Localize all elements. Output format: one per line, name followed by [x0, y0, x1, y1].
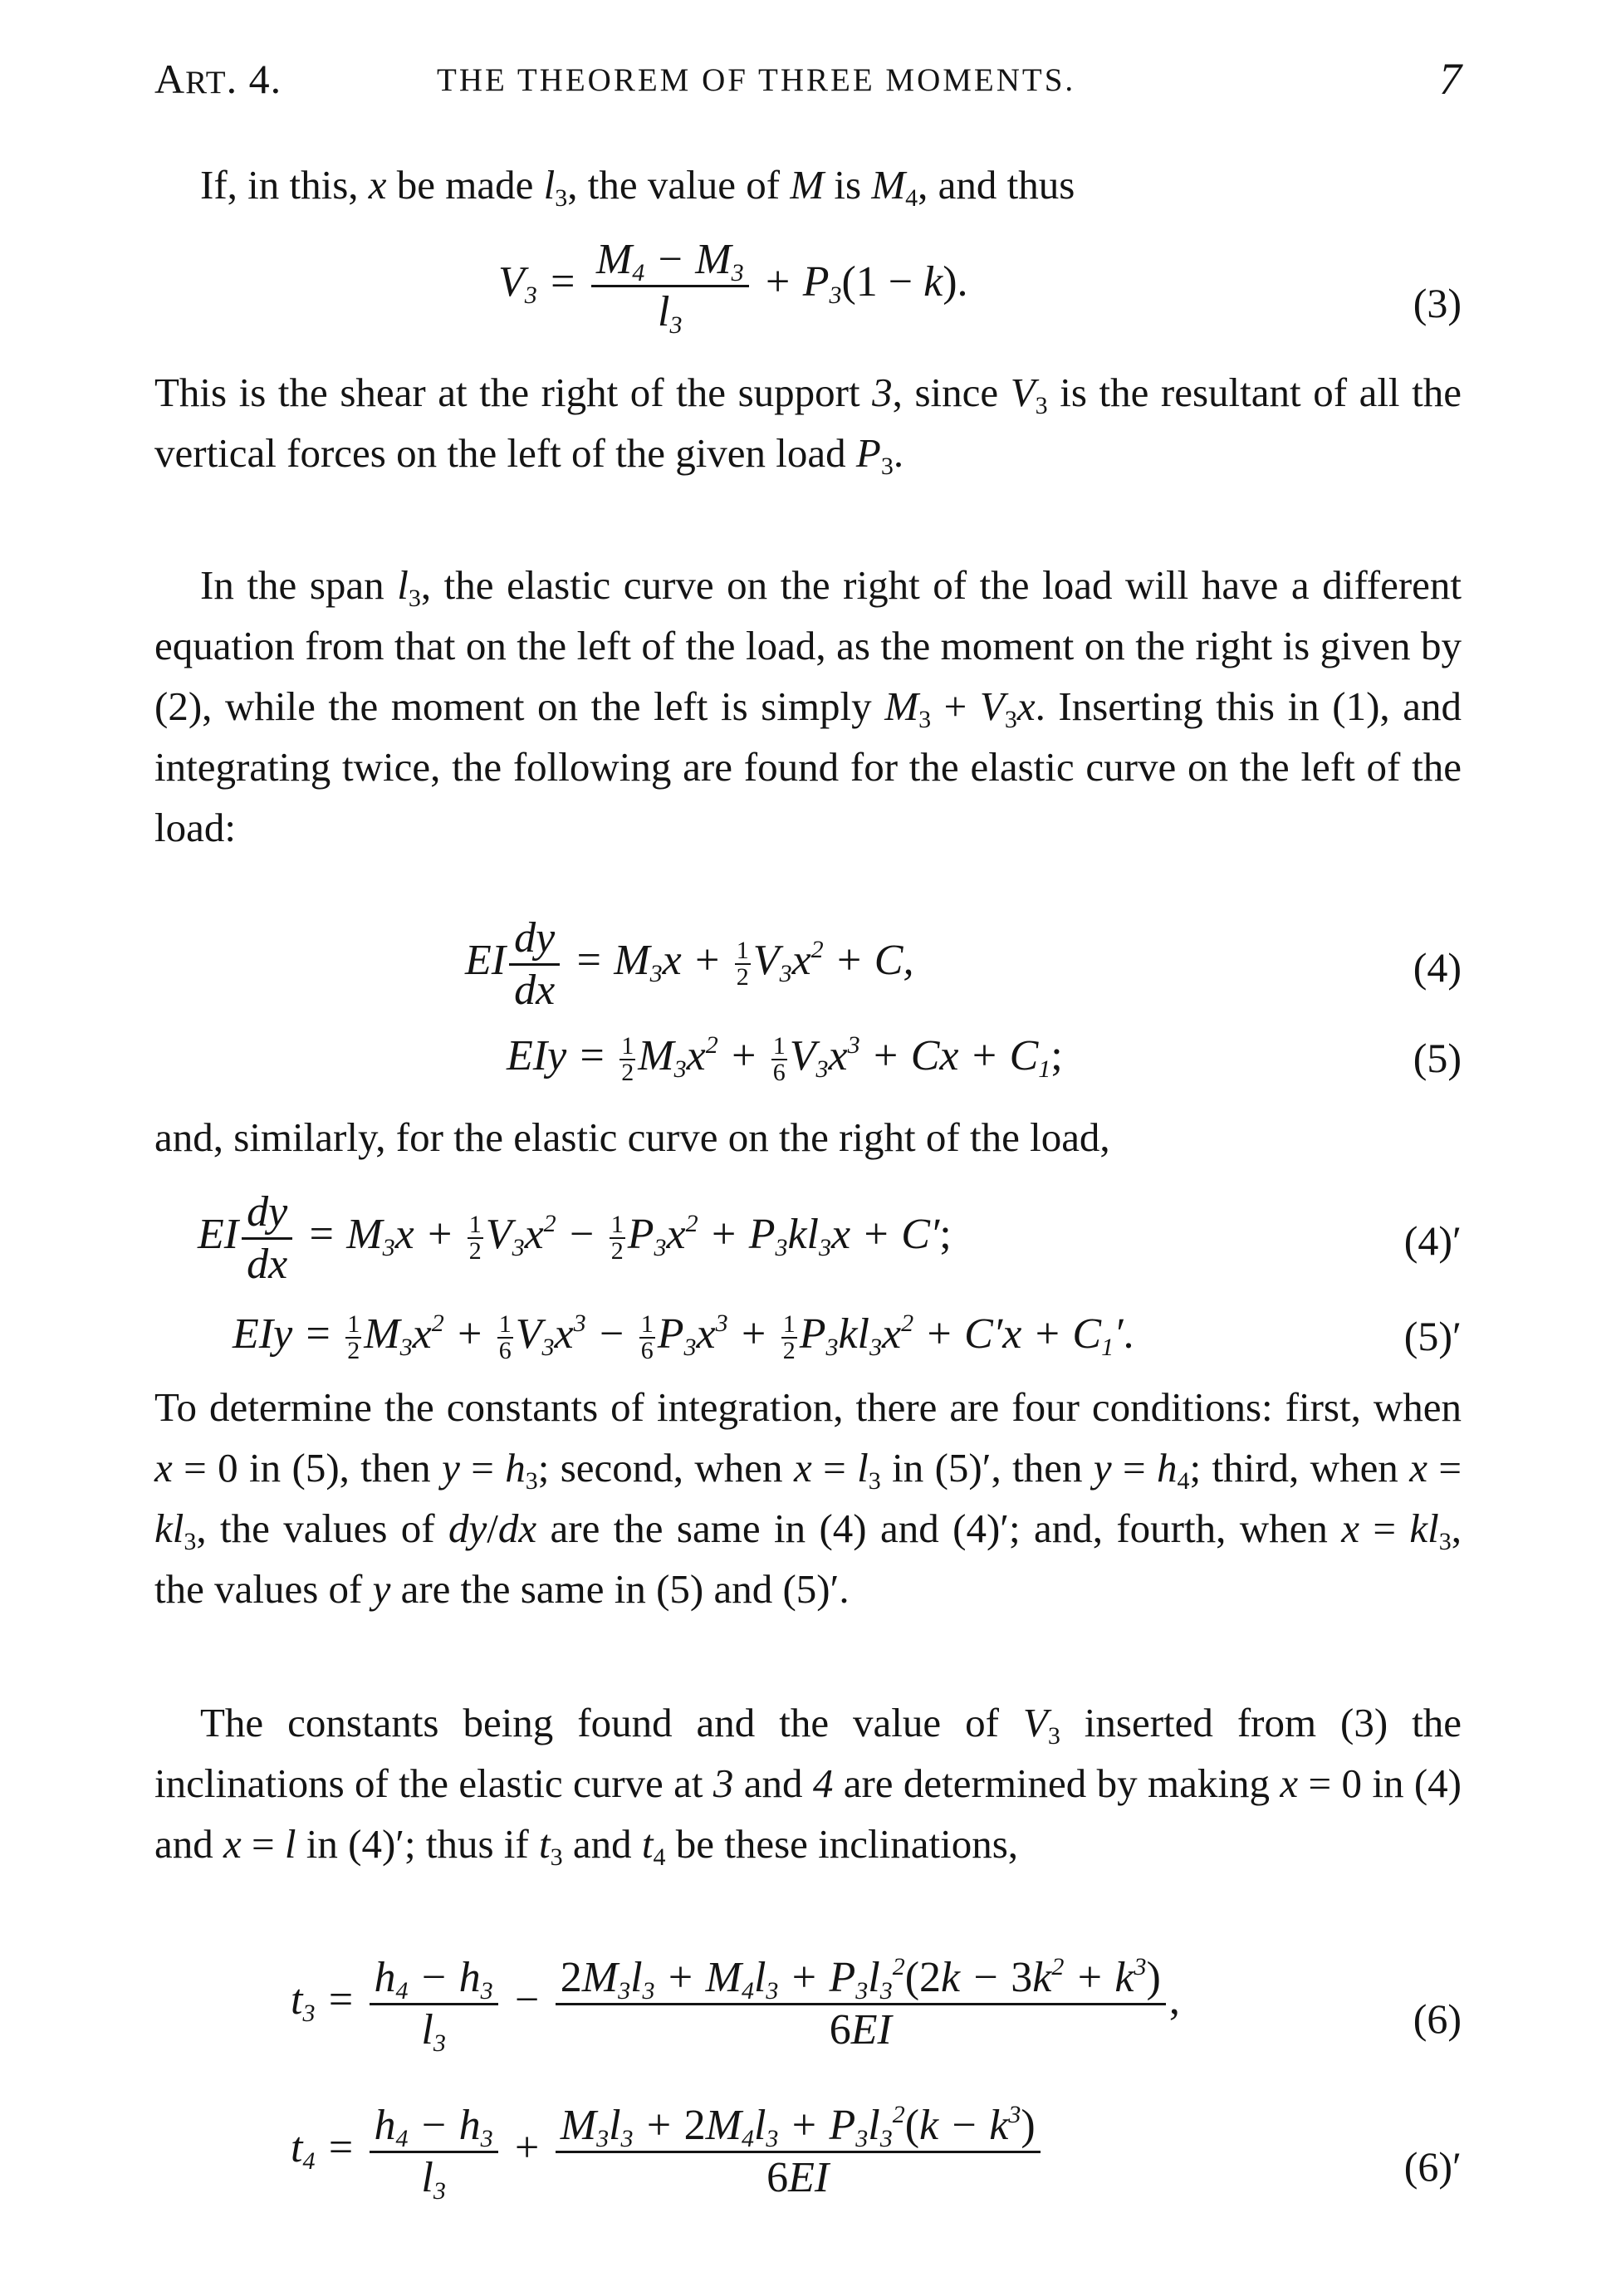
page-number: 7	[1439, 54, 1462, 104]
equation-number-4: (4)	[1413, 944, 1462, 991]
equation-6: $t_3$ = $\frac{h_4 - h_3}{l_3}$ − $\frac{2M_3l_3 + M_4l_3 + P_3l_3^2(2k - 3k^2 + k^3)}{6EI}$ ,	[291, 1953, 1180, 2057]
chapter-title: THE THEOREM OF THREE MOMENTS.	[437, 62, 1076, 98]
paragraph-4: and, similarly, for the elastic curve on the right of the load,	[154, 1114, 1110, 1160]
running-header	[154, 51, 1462, 118]
equation-number-4-prime: (4)′	[1403, 1217, 1462, 1264]
equation-4: EI $\frac{dy}{dx}$ = $M_3x$ + $\frac{1}{2}$ $V_3x^2 + C$,	[465, 914, 914, 1014]
equation-number-3: (3)	[1413, 280, 1462, 326]
equation-number-5: (5)	[1413, 1035, 1462, 1081]
equation-number-5-prime: (5)′	[1403, 1313, 1462, 1359]
paragraph-6: The constants being found and the value of $V_3$ inserted from (3) the inclinations of the elastic curve at 3 and 4 are determined by making x = 0 in (4) and x = l in (4)′; thus if $t_3$ and $t_4$ be these inclinations,	[154, 1700, 1462, 1871]
equation-number-6-prime: (6)′	[1403, 2143, 1462, 2190]
equation-4-prime: EI $\frac{dy}{dx}$ = $M_3x$ + $\frac{1}{2}$ $V_3x^2$ − $\frac{1}{2}$ $P_3x^2 + P_3kl_3x + C'$;	[198, 1188, 952, 1288]
equation-3: $V_3$ = $\frac{M_4 - M_3}{l_3}$ + $P_3(1 - k)$.	[498, 236, 968, 339]
paragraph-2: This is the shear at the right of the support 3, since $V_3$ is the resultant of all the vertical forces on the left of the given load $P_3$.	[154, 370, 1462, 480]
equation-5-prime: EIy = $\frac{1}{2}$ $M_3x^2$ + $\frac{1}{6}$ $V_3x^3$ − $\frac{1}{6}$ $P_3x^3$ + $\frac{1}{2}$ $P_3kl_3x^2 + C'x + C_1'$.	[233, 1309, 1134, 1364]
equation-5: EIy = $\frac{1}{2}$ $M_3x^2$ + $\frac{1}{6}$ $V_3x^3 + Cx + C_1$;	[507, 1031, 1063, 1086]
paragraph-5: To determine the constants of integration, there are four conditions: first, when x = 0 in (5), then $y = h_3$; second, when $x = l_3$ in (5)′, then $y = h_4$; third, when $x = kl_3$, the values of dy/dx are the same in (4) and (4)′; and, fourth, when $x = kl_3$, the values of y are the same in (5) and (5)′.	[154, 1384, 1462, 1612]
paragraph-3: In the span $l_3$, the elastic curve on the right of the load will have a different equation from that on the left of the load, as the moment on the right is given by (2), while the moment on the left is simply $M_3 + V_3x$. Inserting this in (1), and integrating twice, the following are found for the elastic curve on the left of the load:	[154, 562, 1462, 850]
paragraph-1: If, in this, x be made $l_3$, the value of M is $M_4$, and thus	[200, 162, 1075, 212]
equation-6-prime: $t_4$ = $\frac{h_4 - h_3}{l_3}$ + $\frac{M_3l_3 + 2M_4l_3 + P_3l_3^2(k - k^3)}{6EI}$	[291, 2101, 1044, 2203]
equation-number-6: (6)	[1413, 1995, 1462, 2042]
article-label: ART. 4.	[154, 56, 282, 102]
